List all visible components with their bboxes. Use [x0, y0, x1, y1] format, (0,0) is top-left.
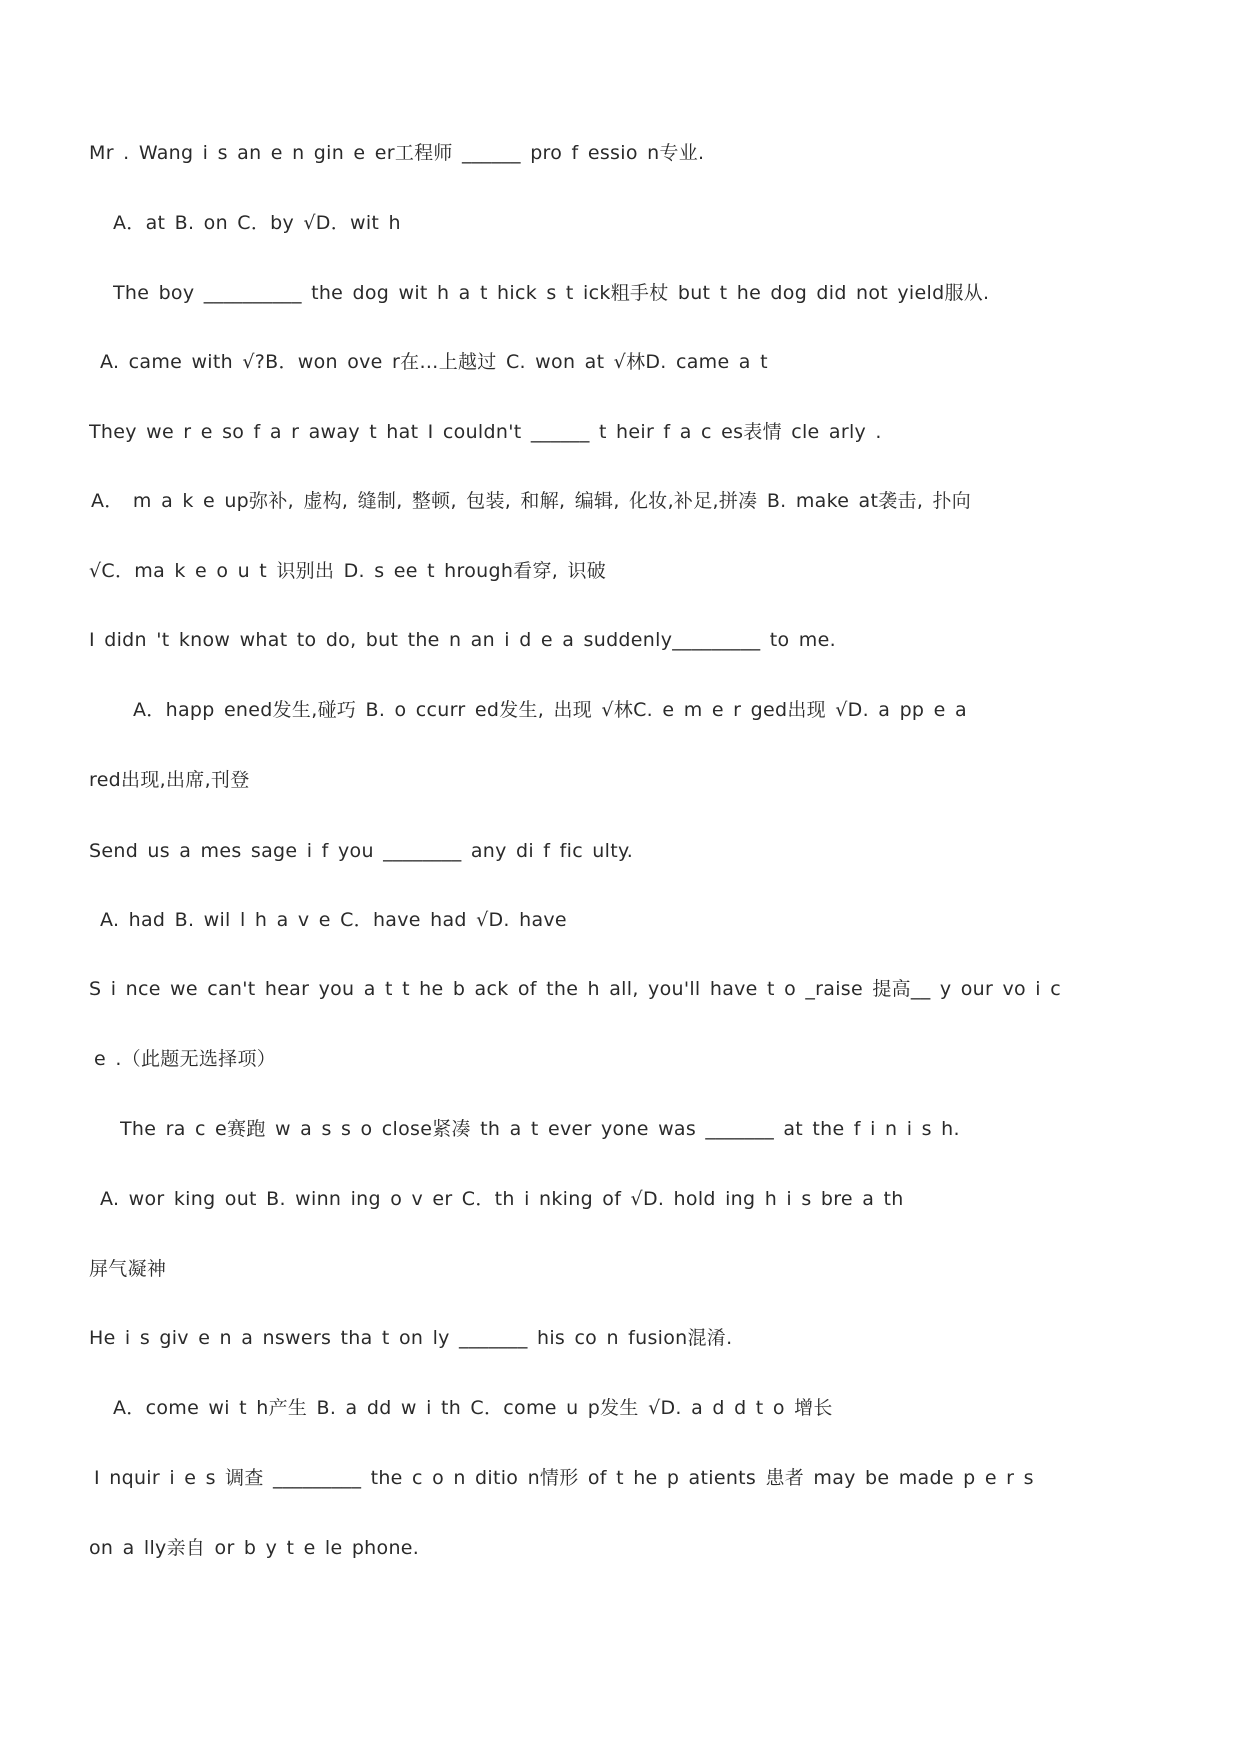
question-text: Mr . Wang i s an e n gin e er工程师 ______ pro f essio n专业. [89, 142, 705, 164]
question-text: They we r e so f a r away t hat I couldn't ______ t heir f a c es表情 cle arly . [89, 421, 882, 443]
answer-options: A．come wi t h产生 B. a dd w i th C．come u p发生 √D. a d d t o 增长 [113, 1397, 833, 1419]
answer-options: A． m a k e up弥补, 虚构, 缝制, 整顿, 包装, 和解, 编辑, 化妆,补足,拼凑 B. make at袭击, 扑向 [91, 490, 972, 512]
answer-options: A. came with √?B．won ove r在…上越过 C. won at √林D. came a t [100, 351, 768, 373]
answer-options: A．at B. on C．by √D．wit h [113, 212, 401, 234]
answer-options: A．happ ened发生,碰巧 B. o ccurr ed发生, 出现 √林C. e m e r ged出现 √D. a pp e a [133, 699, 967, 721]
question-text: Send us a mes sage i f you ________ any di f fic ulty. [89, 840, 634, 862]
question-text: S i nce we can't hear you a t t he b ack of the h all, you'll have t o _raise 提高__ y our vo i c [89, 978, 1061, 1000]
answer-options: A. had B. wil l h a v e C．have had √D. have [100, 909, 567, 931]
answer-options-continued: red出现,出席,刊登 [89, 769, 250, 791]
question-text: The boy __________ the dog wit h a t hick s t ick粗手杖 but t he dog did not yield服从. [113, 282, 990, 304]
answer-options-continued: 屏气凝神 [89, 1258, 167, 1280]
question-text: He i s giv e n a nswers tha t on ly _______ his co n fusion混淆. [89, 1327, 733, 1349]
question-text-continued: e .（此题无选择项） [94, 1048, 277, 1070]
question-text: I didn 't know what to do, but the n an i d e a suddenly_________ to me. [89, 629, 836, 651]
question-text-continued: on a lly亲自 or b y t e le phone. [89, 1537, 420, 1559]
question-text: I nquir i e s 调查 _________ the c o n ditio n情形 of t he p atients 患者 may be made p e r s [94, 1467, 1034, 1489]
question-text: The ra c e赛跑 w a s s o close紧凑 th a t ever yone was _______ at the f i n i s h. [120, 1118, 960, 1140]
answer-options: A. wor king out B. winn ing o v er C．th i nking of √D. hold ing h i s bre a th [100, 1188, 904, 1210]
answer-options-continued: √C．ma k e o u t 识别出 D. s ee t hrough看穿, 识破 [89, 560, 607, 582]
